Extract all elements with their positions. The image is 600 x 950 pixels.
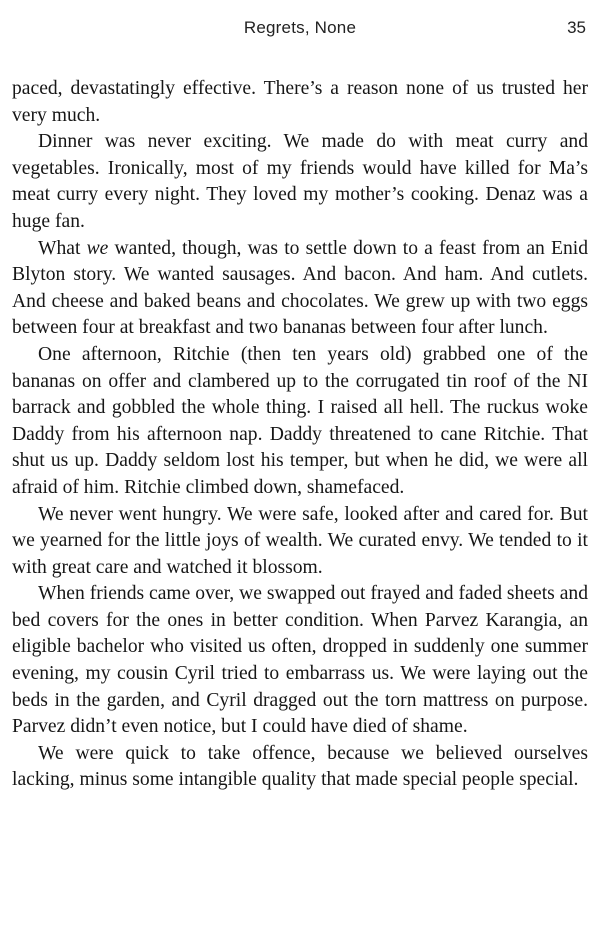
body-text: [12, 76, 588, 794]
paragraph-feast-rest: wanted, though, was to settle down to a feast from an Enid Blyton story. We wanted sausages. And bacon. And ham. And cutlets. And cheese and baked beans and chocolates. We grew up with two eggs between four at breakfast and two bananas between four after lunch.: [12, 237, 588, 339]
paragraph-banana: One afternoon, Ritchie (then ten years old) grabbed one of the bananas on offer and clambered up to the corrugated tin roof of the NI barrack and gobbled the whole thing. I raised all hell. The ruckus woke Daddy from his afternoon nap. Daddy threatened to cane Ritchie. That shut us up. Daddy seldom lost his temper, but when he did, we were all afraid of him. Ritchie climbed down, shamefaced.: [12, 343, 588, 498]
paragraph-dinner: Dinner was never exciting. We made do with meat curry and vegetables. Ironically, most of my friends would have killed for Ma’s meat curry every night. They loved my mother’s cooking. Denaz was a huge fan.: [12, 131, 588, 232]
running-title: Regrets, None: [243, 18, 357, 37]
paragraph-envy: We never went hungry. We were safe, looked after and cared for. But we yearned for the little joys of wealth. We curated envy. We tended to it with great care and watched it blossom.: [12, 503, 588, 578]
paragraph-offence: We were quick to take offence, because we believed ourselves lacking, minus some intangible quality that made special people special.: [12, 742, 588, 791]
paragraph-continued: paced, devastatingly effective. There’s a reason none of us trusted her very much.: [12, 78, 588, 126]
running-header: [14, 18, 586, 44]
emphasis-we: we: [86, 237, 109, 259]
paragraph-friends: When friends came over, we swapped out frayed and faded sheets and bed covers for the ones in better condition. When Parvez Karangia, an eligible bachelor who visited us often, dropped in suddenly one summer evening, my cousin Cyril tried to embarrass us. We were laying out the beds in the garden, and Cyril dragged out the torn mattress on purpose. Parvez didn’t even notice, but I could have died of shame.: [12, 583, 588, 738]
paragraph-feast-lead: What: [38, 237, 87, 259]
paragraph-feast: [12, 236, 588, 342]
page-number: 35: [567, 18, 586, 37]
